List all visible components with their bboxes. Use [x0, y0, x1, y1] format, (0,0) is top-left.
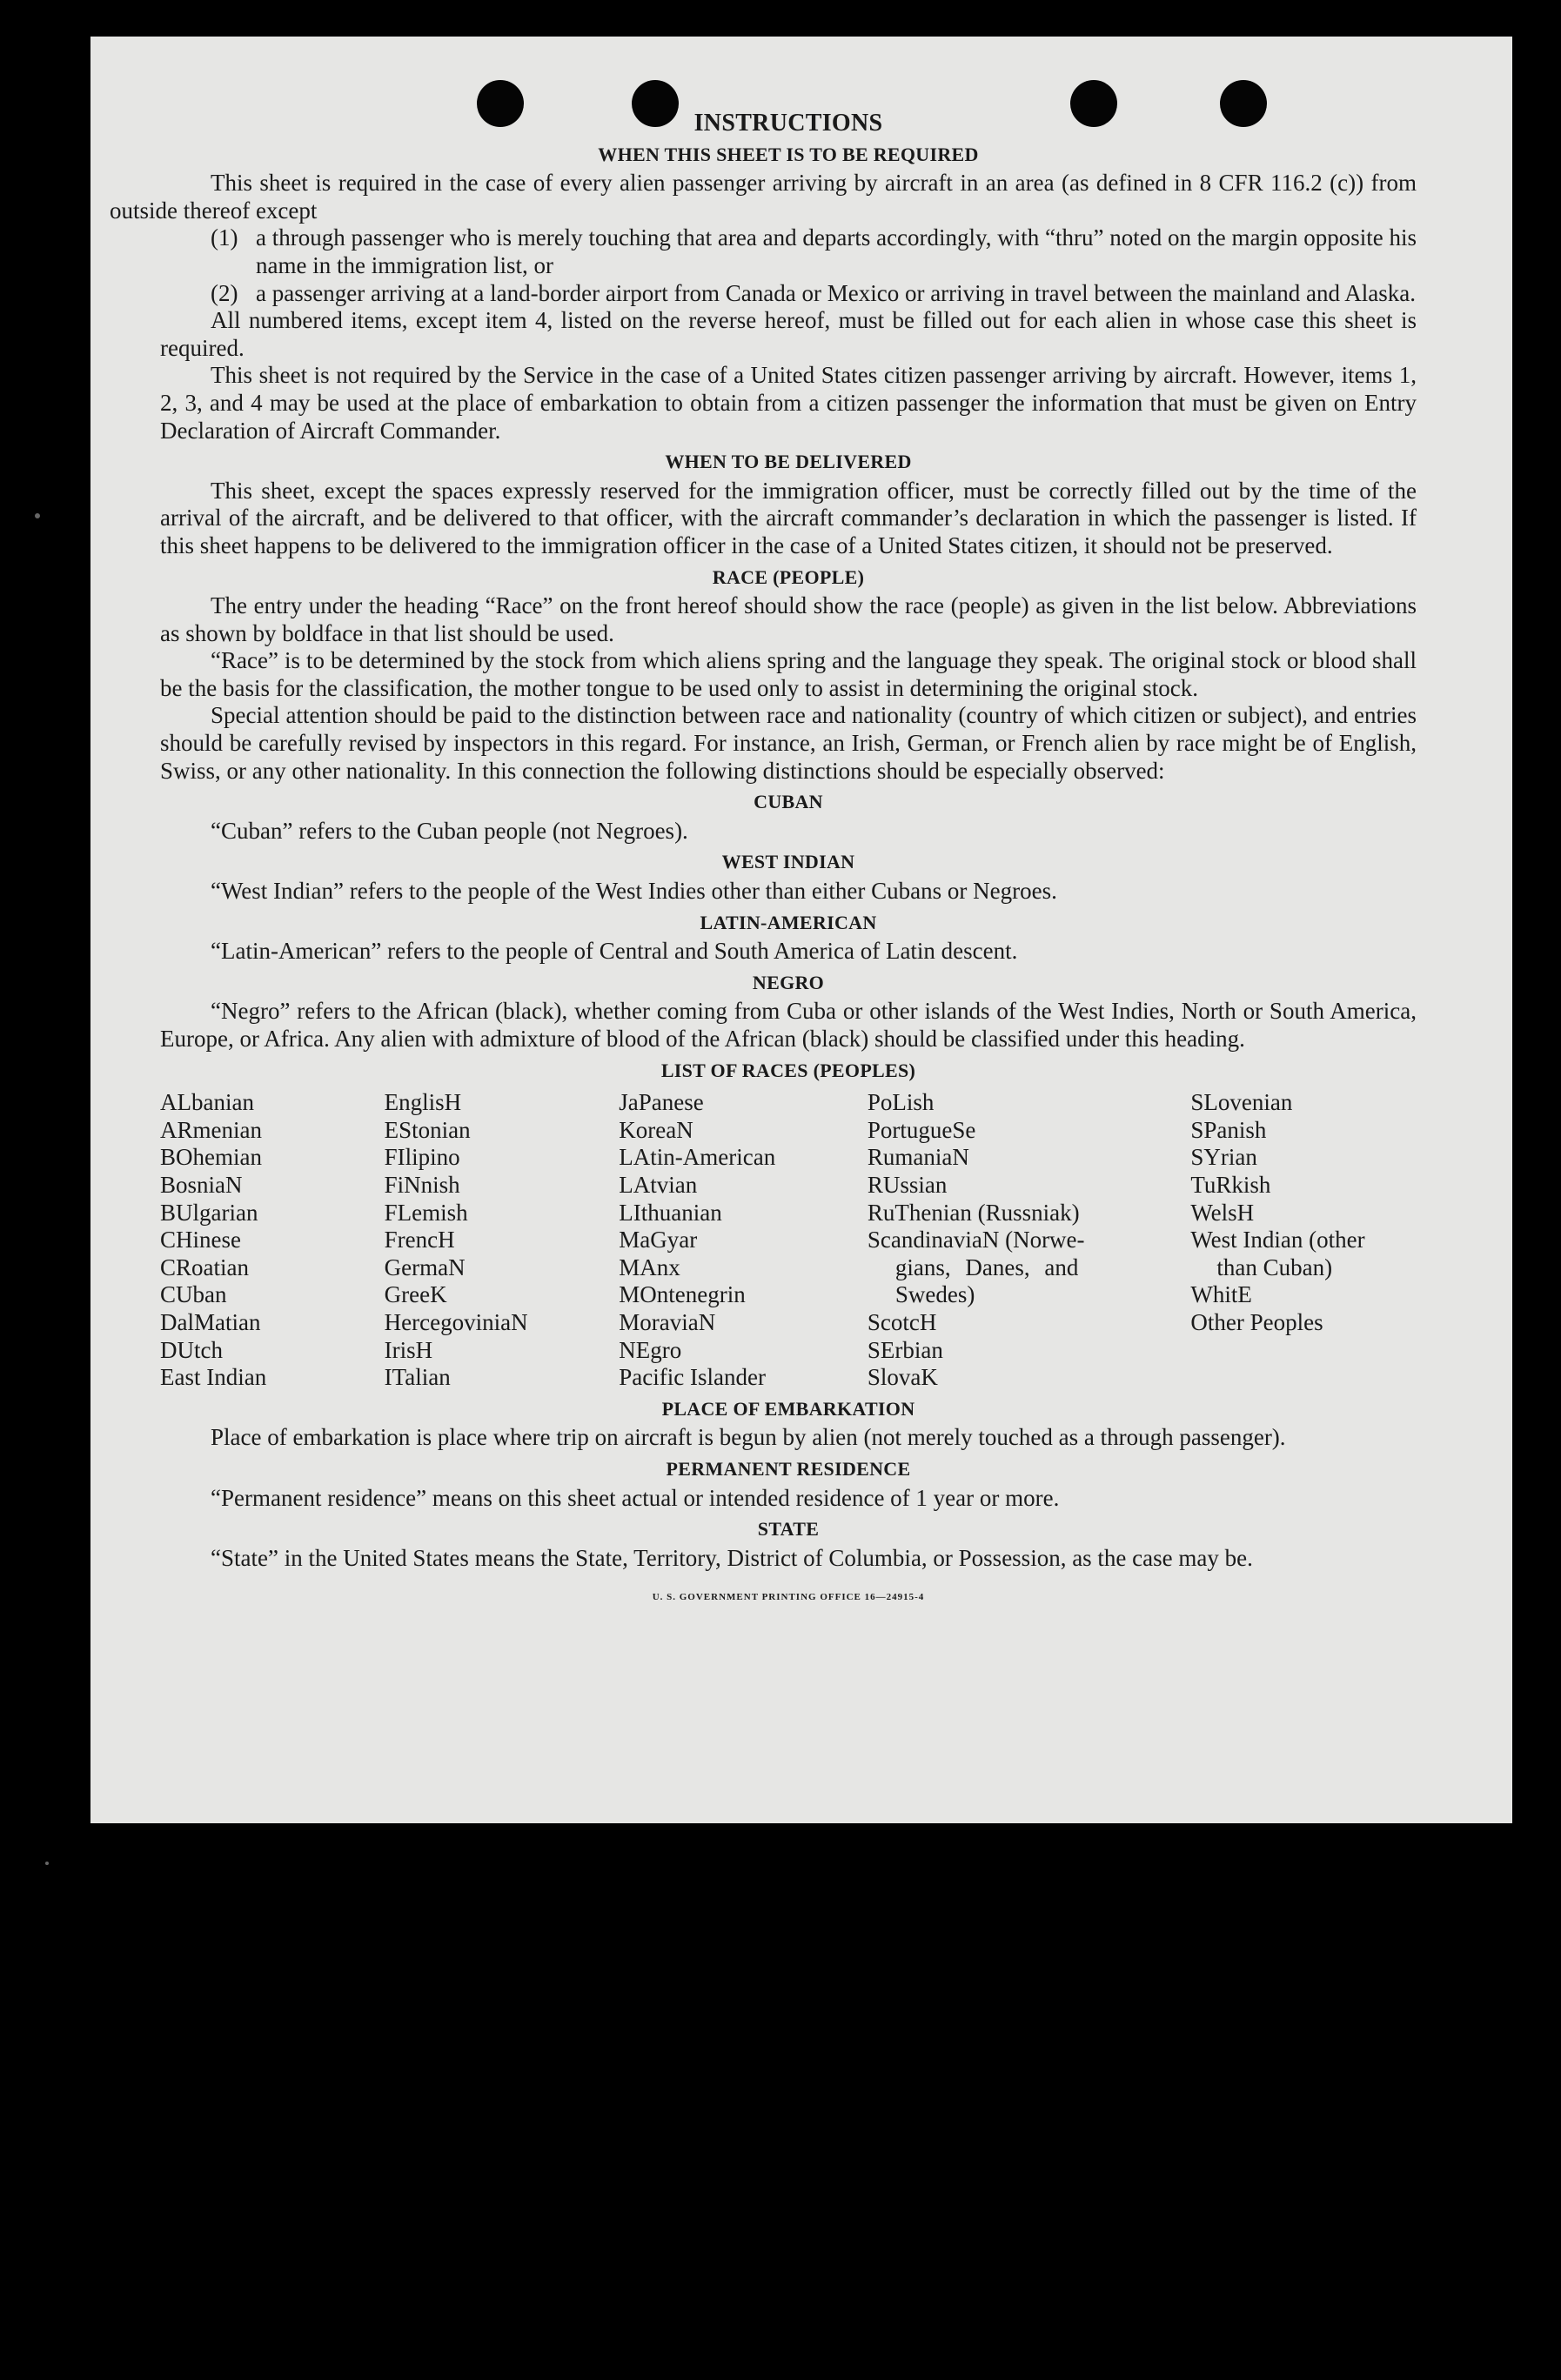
- section-title: CUBAN: [754, 791, 823, 813]
- race-entry: HercegoviniaN: [384, 1308, 528, 1335]
- list-item: [211, 280, 1417, 308]
- race-entry: Swedes): [894, 1281, 975, 1308]
- paragraph: Special attention should be paid to the distinction between race and nationality (country of which citizen or subject), and entries should be carefully revised by inspectors in this regard. For instance, an Irish, German, or French alien by race might be of English, Swiss, or any other nationality. In this connection the following distinctions should be especially observed:: [160, 702, 1417, 784]
- paragraph: “State” in the United States means the State, Territory, District of Columbia, or Possession, as the case may be.: [211, 1544, 1253, 1571]
- race-entry: SPanish: [1190, 1116, 1267, 1143]
- race-entry: ScotcH: [867, 1308, 937, 1335]
- race-entry: GermaN: [384, 1254, 466, 1280]
- race-entry: CHinese: [160, 1227, 241, 1254]
- document-page: [90, 37, 1512, 1823]
- race-entry: SErbian: [867, 1336, 943, 1363]
- race-entry: MOntenegrin: [619, 1281, 746, 1308]
- list-item: [211, 224, 1417, 279]
- item-text: a through passenger who is merely touching that area and departs accordingly, with “thru” noted on the margin opposite his name in the immigration list, or: [256, 224, 1417, 278]
- section-title: WEST INDIAN: [721, 851, 855, 873]
- race-entry: MaGyar: [619, 1227, 698, 1254]
- race-entry: LAtin-American: [619, 1144, 776, 1171]
- race-column: [385, 1089, 620, 1392]
- item-number: (2): [211, 279, 238, 306]
- section-title: WHEN THIS SHEET IS TO BE REQUIRED: [598, 143, 979, 165]
- race-entry: JaPanese: [619, 1089, 704, 1116]
- race-entry: KoreaN: [619, 1116, 693, 1143]
- paragraph: “West Indian” refers to the people of the West Indies other than either Cubans or Negroes.: [211, 878, 1057, 905]
- section-title: LATIN-AMERICAN: [700, 911, 877, 933]
- race-entry: WhitE: [1190, 1281, 1252, 1308]
- item-text: a passenger arriving at a land-border airport from Canada or Mexico or arriving in travel between the mainland and Alaska.: [256, 279, 1417, 306]
- race-entry: TuRkish: [1190, 1171, 1271, 1198]
- race-column: [619, 1089, 868, 1392]
- race-entry: RUssian: [867, 1171, 948, 1198]
- paragraph: This sheet, except the spaces expressly reserved for the immigration officer, must be correctly filled out by the time of the arrival of the aircraft, and be delivered to that officer, with the aircraft commander’s declaration in which the passenger is listed. If this sheet happens to be delivered to the immigration officer in the case of a United States citizen, it should not be preserved.: [160, 477, 1417, 558]
- race-column: [160, 1089, 385, 1392]
- race-entry: EStonian: [384, 1116, 471, 1143]
- race-entry: EnglisH: [384, 1089, 462, 1116]
- race-entry: FiNnish: [384, 1171, 460, 1198]
- race-entry: than Cuban): [1216, 1254, 1333, 1280]
- race-entry: FrencH: [384, 1227, 455, 1254]
- punch-hole: [1070, 80, 1117, 127]
- paragraph: This sheet is not required by the Service in the case of a United States citizen passenger arriving by aircraft. However, items 1, 2, 3, and 4 may be used at the place of embarkation to obtain from a citizen passenger the information that must be given on Entry Declaration of Aircraft Commander.: [160, 362, 1417, 444]
- paragraph: “Race” is to be determined by the stock from which aliens spring and the language they speak. The original stock or blood shall be the basis for the classification, the mother tongue to be used only to assist in determining the original stock.: [160, 647, 1417, 701]
- race-list: [160, 1089, 1417, 1392]
- race-entry: RuThenian (Russniak): [867, 1199, 1080, 1226]
- race-entry: CUban: [160, 1281, 227, 1308]
- paragraph: The entry under the heading “Race” on the front hereof should show the race (people) as given in the list below. Abbreviations as shown by boldface in that list should be used.: [160, 592, 1417, 646]
- punch-hole: [477, 80, 524, 127]
- race-column: [868, 1089, 1190, 1392]
- section-title: LIST OF RACES (PEOPLES): [660, 1059, 916, 1081]
- document-heading: INSTRUCTIONS: [693, 110, 883, 137]
- race-entry: NEgro: [619, 1336, 682, 1363]
- paragraph: “Latin-American” refers to the people of Central and South America of Latin descent.: [211, 938, 1018, 965]
- race-entry: ARmenian: [160, 1116, 262, 1143]
- race-entry: SLovenian: [1190, 1089, 1293, 1116]
- race-entry: PortugueSe: [867, 1116, 976, 1143]
- punch-hole: [1220, 80, 1267, 127]
- race-entry: LIthuanian: [619, 1199, 722, 1226]
- section-title: PERMANENT RESIDENCE: [666, 1457, 911, 1480]
- race-entry: gians, Danes, and: [894, 1254, 1079, 1280]
- race-entry: GreeK: [384, 1281, 447, 1308]
- race-entry: BUlgarian: [160, 1199, 258, 1226]
- race-entry: FIlipino: [384, 1144, 460, 1171]
- paragraph: “Cuban” refers to the Cuban people (not Negroes).: [211, 817, 688, 844]
- race-entry: BosniaN: [160, 1171, 243, 1198]
- section-title: STATE: [757, 1518, 820, 1541]
- section-title: RACE (PEOPLE): [712, 565, 865, 588]
- section-title: NEGRO: [752, 971, 825, 993]
- race-entry: SYrian: [1190, 1144, 1257, 1171]
- race-entry: MoraviaN: [619, 1308, 716, 1335]
- race-entry: CRoatian: [160, 1254, 249, 1280]
- scan-speck: [35, 513, 40, 518]
- item-number: (1): [211, 224, 238, 251]
- punch-hole: [632, 80, 679, 127]
- section-title: PLACE OF EMBARKATION: [661, 1397, 915, 1420]
- race-entry: ScandinaviaN (Norwe-: [867, 1227, 1085, 1254]
- race-entry: DalMatian: [160, 1308, 261, 1335]
- race-entry: Pacific Islander: [619, 1364, 766, 1391]
- race-entry: WelsH: [1190, 1199, 1255, 1226]
- document-body: [110, 110, 1417, 1612]
- race-entry: DUtch: [160, 1336, 223, 1363]
- paragraph: “Permanent residence” means on this sheet actual or intended residence of 1 year or more.: [211, 1484, 1060, 1511]
- paragraph: This sheet is required in the case of every alien passenger arriving by aircraft in an area (as defined in 8 CFR 116.2 (c)) from outside thereof except: [110, 170, 1417, 224]
- race-entry: MAnx: [619, 1254, 680, 1280]
- race-entry: IrisH: [384, 1336, 433, 1363]
- race-column: [1190, 1089, 1417, 1392]
- race-entry: ITalian: [384, 1364, 451, 1391]
- section-title: WHEN TO BE DELIVERED: [665, 451, 912, 473]
- race-entry: West Indian (other: [1190, 1227, 1365, 1254]
- paragraph: All numbered items, except item 4, listed on the reverse hereof, must be filled out for each alien in whose case this sheet is required.: [160, 307, 1417, 361]
- race-entry: RumaniaN: [867, 1144, 969, 1171]
- race-entry: LAtvian: [619, 1171, 698, 1198]
- scan-speck: [45, 1862, 49, 1865]
- race-entry: ALbanian: [160, 1089, 254, 1116]
- race-entry: PoLish: [867, 1089, 935, 1116]
- race-entry: FLemish: [384, 1199, 468, 1226]
- race-entry: BOhemian: [160, 1144, 262, 1171]
- race-entry: East Indian: [160, 1364, 267, 1391]
- race-entry: SlovaK: [867, 1364, 938, 1391]
- race-entry: Other Peoples: [1190, 1308, 1323, 1335]
- printer-imprint: U. S. GOVERNMENT PRINTING OFFICE 16—24915-4: [652, 1592, 925, 1603]
- paragraph: “Negro” refers to the African (black), whether coming from Cuba or other islands of the West Indies, North or South America, Europe, or Africa. Any alien with admixture of blood of the African (black) should be classified under this heading.: [160, 998, 1417, 1052]
- paragraph: Place of embarkation is place where trip on aircraft is begun by alien (not merely touched as a through passenger).: [211, 1424, 1286, 1451]
